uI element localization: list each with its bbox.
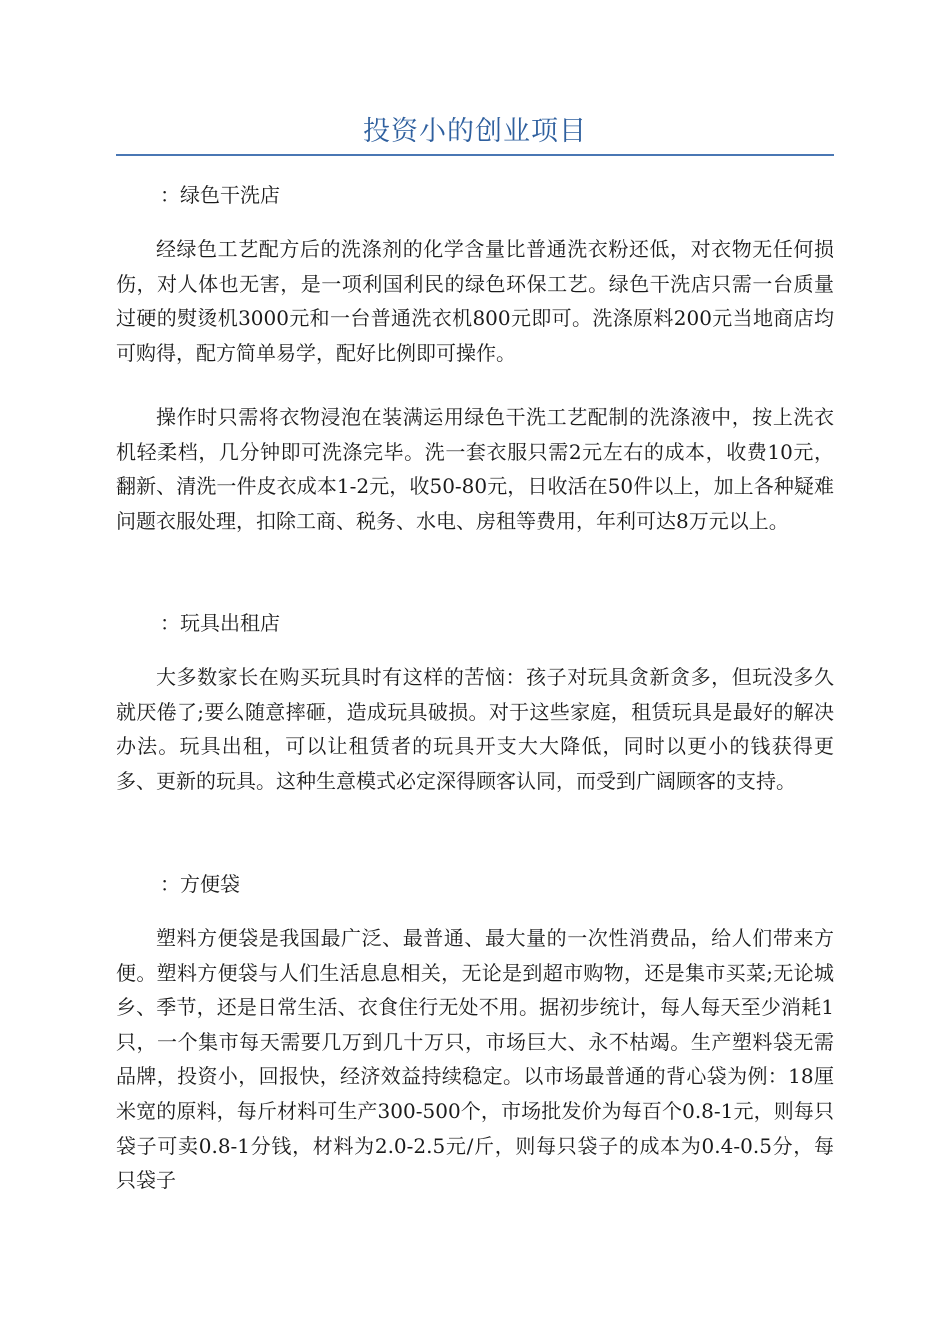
section-heading-plastic-bags: ：方便袋 <box>160 872 240 896</box>
document-title: 投资小的创业项目 <box>363 116 587 147</box>
paragraph-dry-cleaning-2: 操作时只需将衣物浸泡在装满运用绿色干洗工艺配制的洗涤液中，按上洗衣机轻柔档，几分钟即可洗涤完毕。洗一套衣服只需2元左右的成本，收费10元，翻新、清洗一件皮衣成本1-2元，收50-80元，日收活在50件以上，加上各种疑难问题衣服处理，扣除工商、税务、水电、房租等费用，年利可达8万元以上。 <box>116 405 834 533</box>
section-heading-dry-cleaning: ：绿色干洗店 <box>160 183 280 207</box>
title-underline <box>116 154 834 156</box>
section-heading-toy-rental: ：玩具出租店 <box>160 611 280 635</box>
paragraph-dry-cleaning-1: 经绿色工艺配方后的洗涤剂的化学含量比普通洗衣粉还低，对衣物无任何损伤，对人体也无害，是一项利国利民的绿色环保工艺。绿色干洗店只需一台质量过硬的熨烫机3000元和一台普通洗衣机800元即可。洗涤原料200元当地商店均可购得，配方简单易学，配好比例即可操作。 <box>116 237 834 365</box>
paragraph-toy-rental-1: 大多数家长在购买玩具时有这样的苦恼：孩子对玩具贪新贪多，但玩没多久就厌倦了;要么随意摔砸，造成玩具破损。对于这些家庭，租赁玩具是最好的解决办法。玩具出租，可以让租赁者的玩具开支大大降低，同时以更小的钱获得更多、更新的玩具。这种生意模式必定深得顾客认同，而受到广阔顾客的支持。 <box>116 665 834 793</box>
paragraph-plastic-bags-1: 塑料方便袋是我国最广泛、最普通、最大量的一次性消费品，给人们带来方便。塑料方便袋与人们生活息息相关，无论是到超市购物，还是集市买菜;无论城乡、季节，还是日常生活、衣食住行无处不用。据初步统计，每人每天至少消耗1只，一个集市每天需要几万到几十万只，市场巨大、永不枯竭。生产塑料袋无需品牌，投资小，回报快，经济效益持续稳定。以市场最普通的背心袋为例：18厘米宽的原料，每斤材料可生产300-500个，市场批发价为每百个0.8-1元，则每只袋子可卖0.8-1分钱，材料为2.0-2.5元/斤，则每只袋子的成本为0.4-0.5分，每只袋子 <box>116 926 834 1193</box>
